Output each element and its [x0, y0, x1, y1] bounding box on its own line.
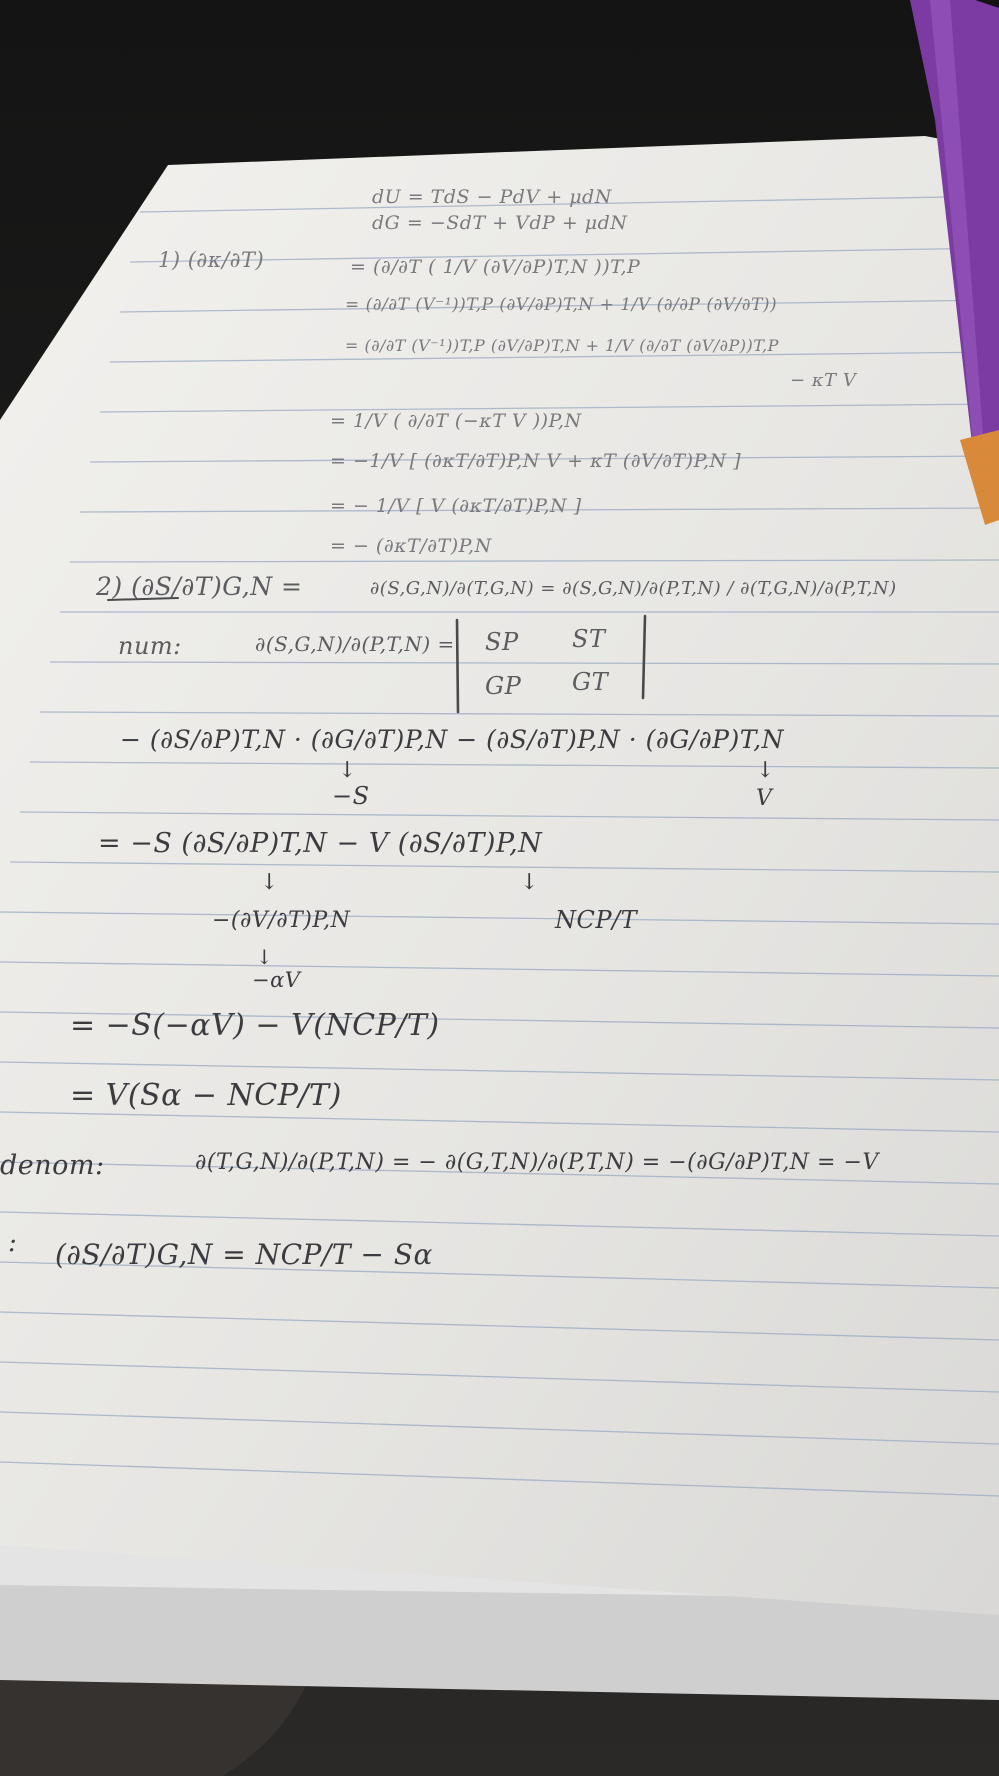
header-line-2: dG = −SdT + VdP + μdN [372, 212, 628, 234]
part1-step5: = −1/V [ (∂κT/∂T)P,N V + κT (∂V/∂T)P,N ] [330, 450, 742, 472]
part1-step7: = − (∂κT/∂T)P,N [330, 535, 492, 557]
part1-rhs: = (∂/∂T ( 1/V (∂V/∂P)T,N ))T,P [350, 256, 641, 278]
v-note: V [756, 786, 773, 811]
determinant-entry-st: ST [572, 625, 606, 653]
final-result: (∂S/∂T)G,N = NCP/T − Sα [55, 1238, 433, 1271]
equation-line-3: = V(Sα − NCP/T) [70, 1078, 342, 1113]
maxwell-relation: −(∂V/∂T)P,N [212, 908, 351, 933]
determinant-entry-gp: GP [485, 672, 522, 700]
arrow-ncp: ↓ [520, 870, 539, 895]
expansion-line: − (∂S/∂P)T,N · (∂G/∂T)P,N − (∂S/∂T)P,N · (∂G/∂P)T,N [120, 725, 785, 754]
numerator-jacobian: ∂(S,G,N)/∂(P,T,N) = [255, 632, 455, 656]
part2-label: 2) (∂S/∂T)G,N = [96, 572, 303, 601]
equation-line-2: = −S(−αV) − V(NCP/T) [70, 1008, 440, 1043]
arrow-to-minus-s: ↓ [338, 758, 357, 783]
header-line-1: dU = TdS − PdV + μdN [372, 186, 612, 208]
part1-step2: = (∂/∂T (V⁻¹))T,P (∂V/∂P)T,N + 1/V (∂/∂P (∂V/∂T)) [345, 295, 778, 315]
part1-step4: = 1/V ( ∂/∂T (−κT V ))P,N [330, 410, 582, 432]
part2-jacobian: ∂(S,G,N)/∂(T,G,N) = ∂(S,G,N)/∂(P,T,N) / ∂(T,G,N)/∂(P,T,N) [370, 578, 897, 599]
determinant-entry-sp: SP [485, 628, 519, 656]
therefore-symbol: : [8, 1228, 18, 1258]
denominator-label: denom: [0, 1150, 105, 1181]
part1-step3: = (∂/∂T (V⁻¹))T,P (∂V/∂P)T,N + 1/V (∂/∂T (∂V/∂P))T,P [345, 336, 779, 355]
part1-step6: = − 1/V [ V (∂κT/∂T)P,N ] [330, 495, 582, 517]
arrow-to-v: ↓ [756, 758, 775, 783]
minus-s-note: −S [332, 782, 370, 810]
ncp-over-t: NCP/T [555, 906, 638, 934]
part1-label: 1) (∂κ/∂T) [158, 248, 265, 272]
part1-step3b: − κT V [790, 370, 857, 391]
arrow-maxwell: ↓ [260, 870, 279, 895]
equation-line-1: = −S (∂S/∂P)T,N − V (∂S/∂T)P,N [98, 828, 543, 859]
determinant-entry-gt: GT [572, 668, 609, 696]
denominator-expression: ∂(T,G,N)/∂(P,T,N) = − ∂(G,T,N)/∂(P,T,N) = −(∂G/∂P)T,N = −V [195, 1150, 879, 1175]
numerator-label: num: [118, 632, 182, 660]
alpha-v-note: −αV [252, 968, 301, 992]
arrow-alpha: ↓ [256, 945, 274, 969]
